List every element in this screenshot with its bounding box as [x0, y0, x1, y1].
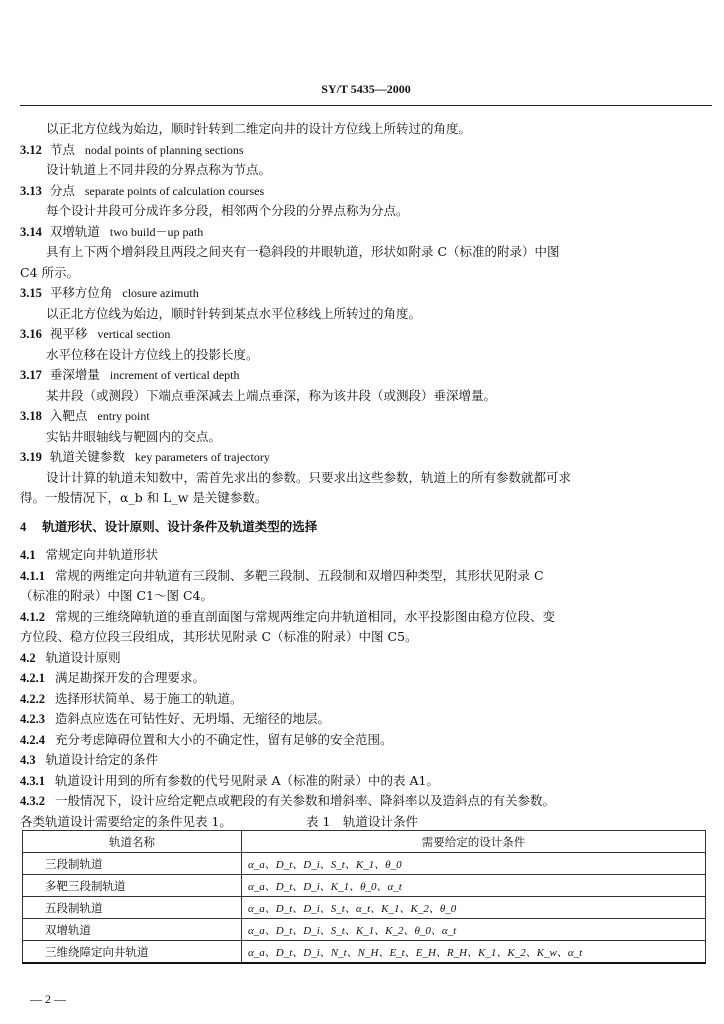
- track-name-cell: 三维绕障定向井轨道: [23, 941, 242, 964]
- clause-number: 4.1.1: [20, 568, 45, 583]
- clause-text: 造斜点应选在可钻性好、无坍塌、无缩径的地层。: [55, 711, 331, 726]
- track-name-cell: 五段制轨道: [23, 897, 242, 919]
- clause-number: 4.3: [20, 753, 36, 767]
- term-clause: [20, 182, 264, 200]
- section-heading: [20, 518, 317, 536]
- design-conditions-table: [22, 830, 706, 964]
- clause-term: 入靶点: [49, 408, 88, 423]
- paragraph-line: 水平位移在设计方位线上的投影长度。: [46, 346, 259, 362]
- clause-number: 4.3.1: [20, 773, 45, 788]
- clause-english: two build－up path: [109, 224, 204, 239]
- subclause: [20, 567, 544, 585]
- clause-text: 常规的两维定向井轨道有三段制、多靶三段制、五段制和双增四种类型，其形状见附录 C: [55, 567, 544, 583]
- term-clause: [20, 448, 270, 466]
- clause-english: key parameters of trajectory: [134, 450, 270, 464]
- conditions-cell: α_a、D_t、D_i、K_1、θ_0、α_t: [242, 875, 706, 897]
- clause-number: 4.2.2: [20, 691, 45, 706]
- clause-text: 充分考虑障碍位置和大小的不确定性，留有足够的安全范围。: [55, 731, 393, 747]
- track-name-cell: 三段制轨道: [23, 853, 242, 875]
- conditions-cell: α_a、D_t、D_i、N_t、N_H、E_t、E_H、R_H、K_1、K_2、K_w、α_t: [242, 941, 706, 964]
- term-clause: [20, 284, 199, 302]
- subclause: [20, 710, 330, 728]
- clause-number: 3.18: [20, 409, 42, 423]
- paragraph-line: 每个设计井段可分成许多分段，相邻两个分段的分界点称为分点。: [46, 203, 409, 218]
- clause-term: 视平移: [49, 326, 88, 341]
- table-caption: 表 1 轨道设计条件: [306, 814, 418, 829]
- table-header-cell: 轨道名称: [23, 831, 242, 853]
- clause-number: 3.12: [20, 142, 42, 157]
- clause-term: 双增轨道: [49, 223, 100, 239]
- paragraph-line: 某井段（或测段）下端点垂深减去上端点垂深，称为该井段（或测段）垂深增量。: [46, 387, 497, 403]
- conditions-cell: α_a、D_t、D_i、S_t、K_1、K_2、θ_0、α_t: [242, 919, 706, 941]
- term-clause: [20, 223, 203, 241]
- term-clause: [20, 141, 244, 159]
- clause-number: 3.14: [20, 224, 42, 239]
- paragraph-line: 方位段、稳方位段三段组成，其形状见附录 C（标准的附录）中图 C5。: [20, 629, 418, 644]
- clause-text: 满足勘探开发的合理要求。: [55, 670, 206, 685]
- table-row: [23, 897, 706, 919]
- paragraph-line: 以正北方位线为始边，顺时针转到二维定向井的设计方位线上所转过的角度。: [46, 121, 472, 136]
- clause-term: 垂深增量: [49, 367, 100, 382]
- table-row: [23, 919, 706, 941]
- clause-english: vertical section: [97, 327, 171, 341]
- clause-english: closure azimuth: [122, 286, 199, 300]
- clause-term: 轨道关键参数: [49, 449, 125, 464]
- paragraph-line: （标准的附录）中图 C1～图 C4。: [20, 588, 213, 603]
- paragraph-line: 以正北方位线为始边，顺时针转到某点水平位移线上所转过的角度。: [46, 305, 422, 321]
- subclause: [20, 772, 439, 790]
- clause-number: 4.2.4: [20, 732, 45, 747]
- conditions-cell: α_a、D_t、D_i、S_t、K_1、θ_0: [242, 853, 706, 875]
- paragraph-line: 设计轨道上不同井段的分界点称为节点。: [46, 162, 272, 177]
- clause-number: 3.13: [20, 183, 42, 198]
- track-name-cell: 双增轨道: [23, 919, 242, 941]
- clause-english: increment of vertical depth: [109, 368, 240, 382]
- paragraph-line: C4 所示。: [20, 264, 79, 280]
- clause-number: 4.2.3: [20, 712, 45, 726]
- clause-text: 轨道形状、设计原则、设计条件及轨道类型的选择: [42, 518, 318, 534]
- clause-term: 平移方位角: [49, 285, 113, 300]
- paragraph-line: 具有上下两个增斜段且两段之间夹有一稳斜段的井眼轨道，形状如附录 C（标准的附录）中图: [46, 244, 560, 259]
- term-clause: [20, 407, 150, 425]
- subclause: [20, 546, 158, 564]
- clause-number: 4.2.1: [20, 671, 45, 685]
- header-rule: [20, 105, 712, 106]
- subclause: [20, 792, 555, 810]
- table-header-row: [23, 831, 706, 853]
- conditions-cell: α_a、D_t、D_i、S_t、α_t、K_1、K_2、θ_0: [242, 897, 706, 919]
- subclause: [20, 649, 121, 667]
- term-clause: [20, 366, 240, 384]
- paragraph-line: 设计计算的轨道未知数中，需首先求出的参数。只要求出这些参数，轨道上的所有参数就都可求: [46, 469, 572, 485]
- clause-number: 3.17: [20, 368, 42, 382]
- clause-text: 一般情况下，设计应给定靶点或靶段的有关参数和增斜率、降斜率以及造斜点的有关参数。: [55, 793, 556, 808]
- clause-number: 3.15: [20, 286, 42, 300]
- paragraph-line: 各类轨道设计需要给定的条件见表 1。: [20, 813, 232, 829]
- subclause: [20, 751, 158, 769]
- clause-number: 4.1.2: [20, 609, 45, 624]
- clause-text: 轨道设计原则: [45, 649, 121, 665]
- clause-text: 常规的三维绕障轨道的垂直剖面图与常规两维定向井轨道相同，水平投影图由稳方位段、变: [55, 608, 556, 624]
- subclause: [20, 731, 393, 749]
- paragraph-line: 实钻井眼轴线与靶圆内的交点。: [46, 428, 222, 444]
- subclause: [20, 690, 243, 708]
- clause-text: 常规定向井轨道形状: [45, 547, 159, 562]
- clause-english: entry point: [97, 409, 150, 423]
- clause-number: 4.1: [20, 548, 36, 562]
- subclause: [20, 669, 205, 687]
- clause-number: 3.19: [20, 450, 42, 464]
- table-row: [23, 875, 706, 897]
- clause-number: 4.3.2: [20, 794, 45, 808]
- clause-term: 节点: [49, 141, 75, 157]
- paragraph-line: 得。一般情况下，α_b 和 L_w 是关键参数。: [20, 490, 268, 505]
- page-header: SY/T 5435—2000: [321, 82, 411, 96]
- clause-text: 轨道设计用到的所有参数的代号见附录 A（标准的附录）中的表 A1。: [55, 772, 439, 788]
- track-name-cell: 多靶三段制轨道: [23, 875, 242, 897]
- table-header-cell: 需要给定的设计条件: [242, 831, 706, 853]
- clause-text: 选择形状简单、易于施工的轨道。: [55, 690, 243, 706]
- clause-english: separate points of calculation courses: [84, 183, 265, 198]
- clause-term: 分点: [49, 182, 75, 198]
- clause-english: nodal points of planning sections: [84, 142, 244, 157]
- clause-text: 轨道设计给定的条件: [45, 752, 159, 767]
- clause-number: 4.2: [20, 650, 36, 665]
- clause-number: 4: [20, 519, 27, 534]
- subclause: [20, 608, 555, 626]
- clause-number: 3.16: [20, 327, 42, 341]
- table-row: [23, 853, 706, 875]
- term-clause: [20, 325, 170, 343]
- table-row: [23, 941, 706, 964]
- page-number: — 2 —: [30, 992, 66, 1006]
